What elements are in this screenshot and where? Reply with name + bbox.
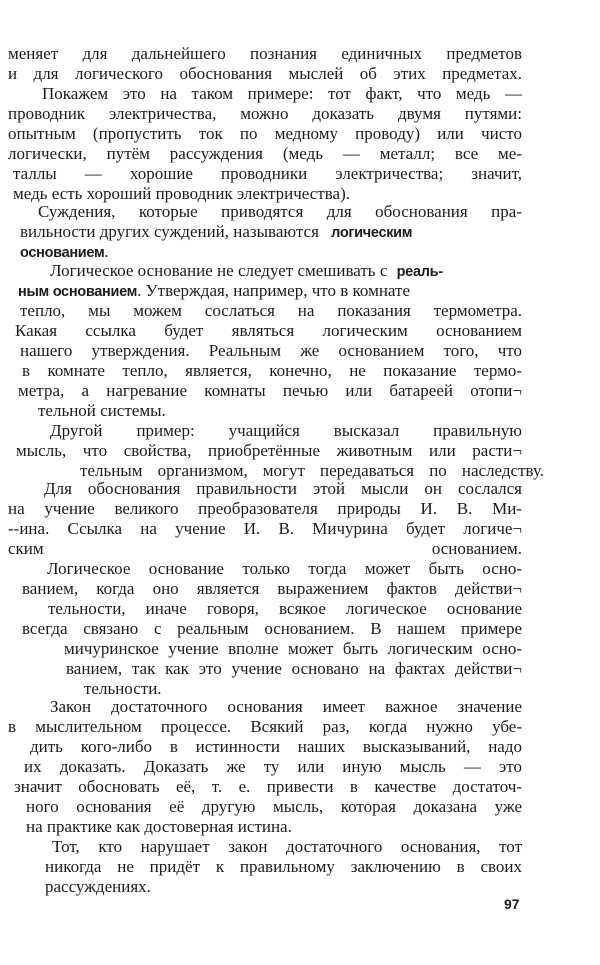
text-line: Другой пример: учащийся высказал правильную	[50, 421, 522, 440]
text-line: всегда связано с реальным основанием. В нашем примере	[22, 619, 522, 638]
text-line: метра, а нагревание комнаты печью или батареей отопи¬	[18, 381, 522, 400]
text-line: --ина. Ссылка на учение И. В. Мичурина будет логиче¬	[8, 519, 522, 538]
text-line: и для логического обоснования мыслей об этих предметах.	[8, 64, 522, 83]
text-line: дить кого-либо в истинности наших высказываний, надо	[30, 737, 522, 756]
text-line: мысль, что свойства, приобретённые животным или расти¬	[16, 441, 522, 460]
text-line: Тот, кто нарушает закон достаточного основания, тот	[52, 837, 522, 856]
text-run: Логическое основание не следует смешивать с	[50, 261, 388, 280]
text-line: нашего утверждения. Реальным же основанием того, что	[20, 341, 522, 360]
text-line: тельности.	[84, 679, 162, 698]
text-line: Какая ссылка будет являться логическим основанием	[15, 321, 522, 340]
text-line: никогда не придёт к правильному заключению в своих	[45, 857, 522, 876]
text-line	[20, 222, 522, 243]
term-real: реаль-	[396, 264, 443, 280]
text-line: Покажем это на таком примере: тот факт, что медь —	[42, 84, 522, 103]
text-line: Для обоснования правильности этой мысли он сослался	[44, 479, 522, 498]
text-line: медь есть хороший проводник электричества).	[13, 184, 350, 203]
text-line: опытным (пропустить ток по медному проводу) или чисто	[8, 124, 522, 143]
text-line: тепло, мы можем сослаться на показания термометра.	[20, 301, 522, 320]
text-line: в мыслительном процессе. Всякий раз, когда нужно убе-	[8, 717, 522, 736]
text-line: мичуринское учение вполне может быть логическим осно-	[64, 639, 522, 658]
text-line: на практике как достоверная истина.	[26, 817, 292, 836]
text-line: Суждения, которые приводятся для обоснования пра-	[38, 202, 522, 221]
text-line: проводник электричества, можно доказать двумя путями:	[8, 104, 522, 123]
text-run: .	[104, 242, 109, 261]
text-line: ванием, когда оно является выражением фактов действи¬	[22, 579, 522, 598]
text-line: их доказать. Доказать же ту или иную мысль — это	[24, 757, 522, 776]
text-line: меняет для дальнейшего познания единичных предметов	[8, 44, 522, 63]
text-run: вильности других суждений, называются	[20, 222, 319, 241]
text-line: тельной системы.	[38, 401, 166, 420]
text-line: тельности, иначе говоря, всякое логическое основание	[48, 599, 522, 618]
text-line	[50, 261, 522, 282]
text-line: ванием, так как это учение основано на фактах действи¬	[66, 659, 522, 678]
text-line: Закон достаточного основания имеет важное значение	[50, 697, 522, 716]
term-real-basis: ным основанием	[18, 284, 138, 300]
text-line	[20, 242, 320, 263]
text-line: таллы — хорошие проводники электричества; значит,	[13, 164, 522, 183]
text-line: Логическое основание только тогда может быть осно-	[47, 559, 522, 578]
text-line	[18, 281, 522, 302]
text-line: основанием.	[431, 539, 522, 558]
term-logical-basis: основанием	[20, 245, 105, 261]
text-line: рассуждениях.	[45, 877, 151, 896]
text-line: ного основания её другую мысль, которая доказана уже	[26, 797, 522, 816]
text-line: логически, путём рассуждения (медь — металл; все ме-	[8, 144, 522, 163]
text-line: ским	[8, 539, 44, 558]
text-line: тельным организмом, могут передаваться по наследству.	[80, 461, 544, 480]
text-line: в комнате тепло, является, конечно, не показание термо-	[22, 361, 522, 380]
text-run: . Утверждая, например, что в комнате	[137, 281, 411, 300]
text-line: значит обосновать её, т. е. привести в качестве достаточ-	[14, 777, 522, 796]
term-logical: логическим	[331, 225, 413, 241]
page-number: 97	[504, 896, 520, 912]
text-line: на учение великого преобразователя природы И. В. Ми-	[8, 499, 522, 518]
